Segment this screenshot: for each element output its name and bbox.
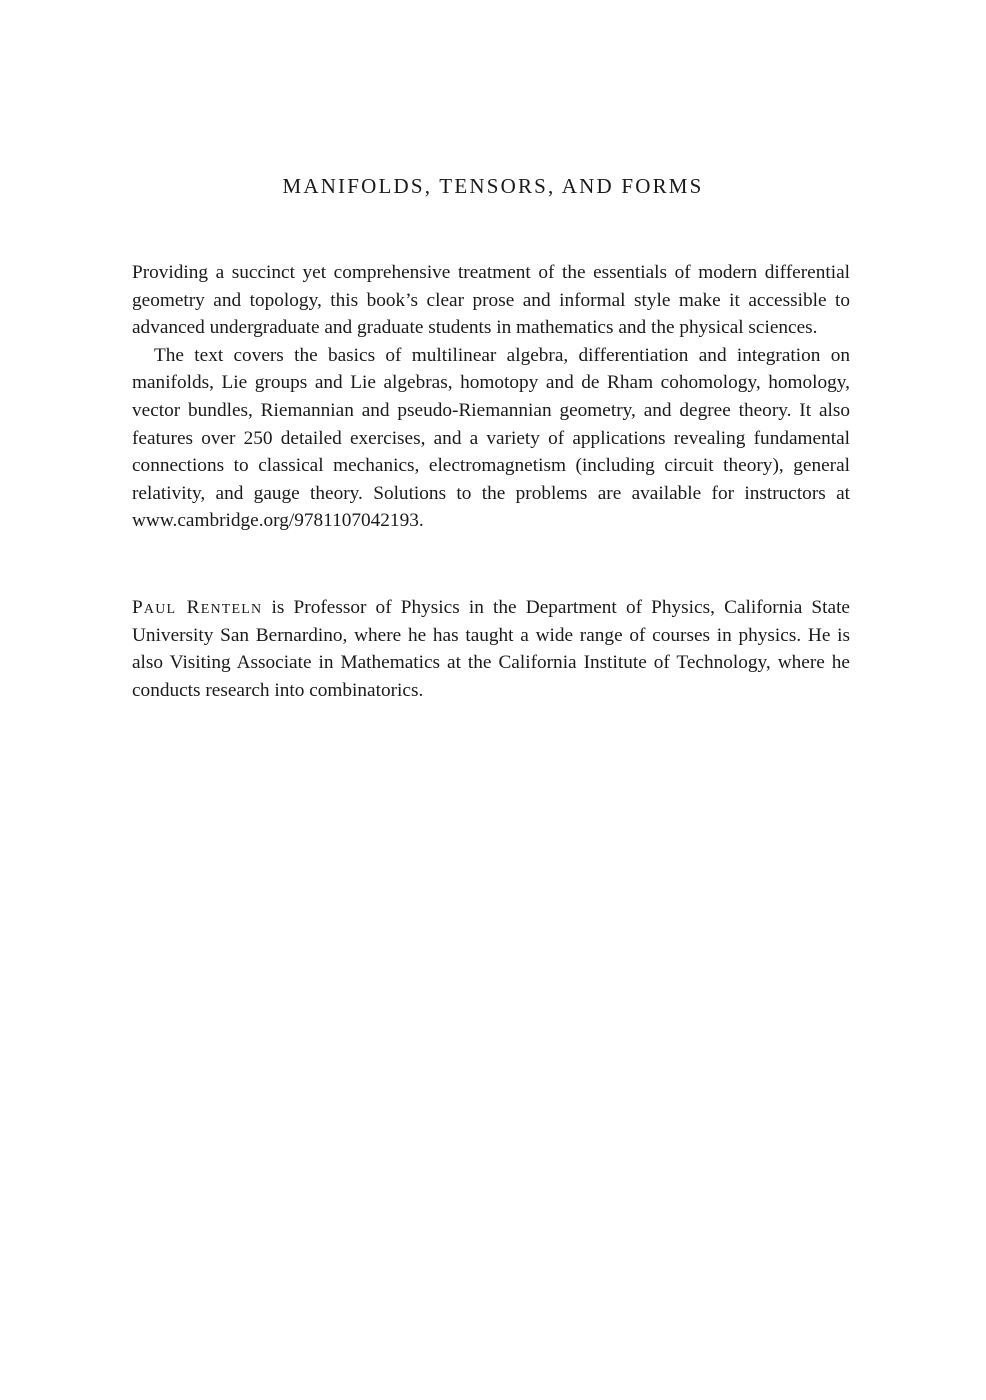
description-paragraph-2: The text covers the basics of multilinear algebra, differentiation and integration on manifolds, Lie groups and Lie algebras, homotopy and de Rham cohomology, homology, vector bundles, Riemannian and pseudo-Riemannian geometry, and degree theory. It also features over 250 detailed exercises, and a variety of applications revealing fundamental connections to classical mechanics, electromagnetism (including circuit theory), general relativity, and gauge theory. Solutions to the problems are available for instructors at www.cambridge.org/9781107042193.: [132, 344, 850, 532]
author-bio-paragraph: [132, 594, 850, 704]
book-title: MANIFOLDS, TENSORS, AND FORMS: [282, 174, 704, 198]
author-bio-text: is Professor of Physics in the Department of Physics, California State University San Bernardino, where he has taught a wide range of courses in physics. He is also Visiting Associate in Mathematics at the California Institute of Technology, where he conducts research into combinatorics.: [132, 597, 850, 701]
author-bio: [132, 594, 850, 704]
description-paragraph-1: Providing a succinct yet comprehensive treatment of the essentials of modern differential geometry and topology, this book’s clear prose and informal style make it accessible to advanced undergraduate and graduate students in mathematics and the physical sciences.: [132, 262, 850, 339]
book-description: [132, 259, 850, 535]
author-name: Paul Renteln: [132, 597, 263, 618]
